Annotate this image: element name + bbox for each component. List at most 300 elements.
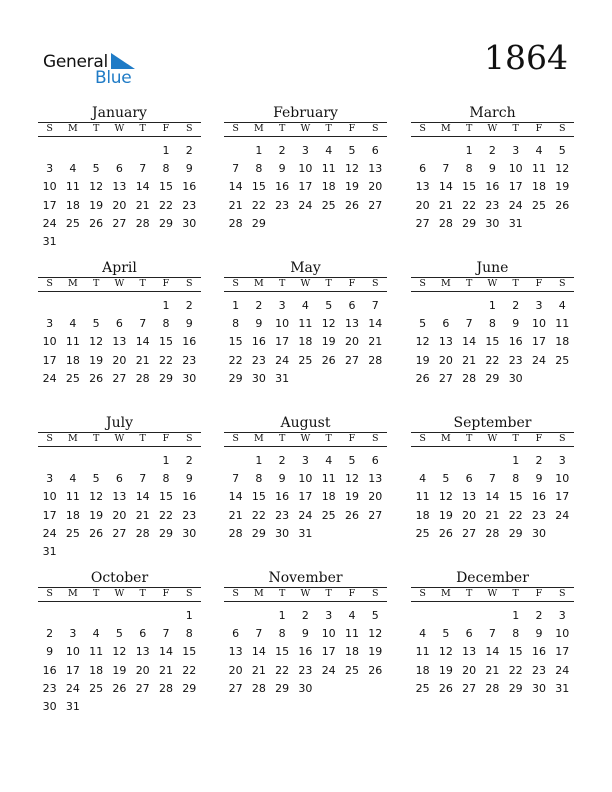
- day-cell: 23: [531, 663, 546, 677]
- day-cell: 13: [368, 472, 383, 486]
- day-cell: [411, 452, 434, 470]
- day-cell: 14: [135, 490, 150, 504]
- week-row: [38, 680, 201, 698]
- day-cell: 2: [488, 144, 496, 157]
- month-title: September: [453, 415, 532, 431]
- day-cell: [340, 370, 363, 388]
- day-cell: 20: [228, 663, 243, 677]
- week-row: [38, 662, 201, 680]
- day-cell: [551, 215, 574, 233]
- day-cell: 21: [228, 198, 243, 212]
- weekday-header: [224, 123, 387, 136]
- day-cell: 11: [415, 645, 430, 659]
- weekday-label: T: [465, 433, 473, 444]
- weekday-label: W: [487, 123, 498, 134]
- day-cell: 26: [89, 216, 104, 230]
- day-cell: 17: [298, 180, 313, 194]
- day-cell: 3: [46, 317, 54, 331]
- month-november: [224, 570, 387, 698]
- day-cell: 11: [321, 472, 336, 486]
- day-cell: [131, 297, 154, 315]
- weekday-label: W: [300, 123, 311, 134]
- day-cell: 1: [162, 454, 170, 467]
- weekday-label: T: [92, 433, 100, 444]
- day-cell: [85, 543, 108, 561]
- day-cell: 24: [298, 508, 313, 522]
- day-cell: 18: [321, 180, 336, 194]
- day-cell: 12: [438, 645, 453, 659]
- weekday-label: T: [92, 278, 100, 289]
- week-row: [38, 525, 201, 543]
- day-cell: 16: [275, 180, 290, 194]
- day-cell: [85, 142, 108, 160]
- day-cell: [131, 543, 154, 561]
- day-cell: 18: [321, 490, 336, 504]
- day-cell: 27: [112, 216, 127, 230]
- day-cell: 27: [368, 198, 383, 212]
- day-cell: 25: [65, 216, 80, 230]
- day-cell: [317, 370, 340, 388]
- weekday-label: W: [114, 123, 125, 134]
- day-cell: 28: [135, 216, 150, 230]
- day-cell: 18: [298, 335, 313, 349]
- day-cell: 11: [415, 490, 430, 504]
- day-cell: 29: [182, 681, 197, 695]
- week-row: [38, 233, 201, 251]
- weekday-label: S: [46, 588, 53, 599]
- weekday-divider: [38, 136, 201, 137]
- weekday-divider: [224, 446, 387, 447]
- day-cell: 30: [275, 526, 290, 540]
- day-cell: 22: [158, 198, 173, 212]
- day-cell: 2: [278, 454, 286, 467]
- weekday-label: S: [185, 278, 193, 289]
- day-cell: 1: [162, 299, 170, 312]
- day-cell: 9: [535, 627, 543, 641]
- day-cell: 17: [555, 490, 570, 504]
- week-row: [38, 142, 201, 160]
- day-cell: 6: [419, 162, 427, 176]
- day-cell: 7: [371, 299, 379, 312]
- month-july: [38, 415, 201, 561]
- week-row: [38, 215, 201, 233]
- day-cell: [131, 607, 154, 625]
- day-cell: [271, 215, 294, 233]
- day-cell: 8: [162, 317, 170, 331]
- day-cell: 15: [158, 335, 173, 349]
- day-cell: 13: [344, 317, 359, 331]
- week-row: [224, 160, 387, 178]
- day-cell: 30: [298, 681, 313, 695]
- day-cell: 15: [275, 645, 290, 659]
- week-row: [38, 197, 201, 215]
- weekday-label: T: [325, 588, 332, 599]
- day-cell: 23: [508, 353, 523, 367]
- day-cell: 29: [462, 216, 477, 230]
- day-cell: 22: [462, 198, 477, 212]
- day-cell: 20: [344, 335, 359, 349]
- day-cell: [61, 297, 84, 315]
- day-cell: [85, 297, 108, 315]
- day-cell: 22: [275, 663, 290, 677]
- day-cell: [294, 215, 317, 233]
- day-cell: 25: [298, 353, 313, 367]
- month-title: July: [105, 415, 133, 431]
- day-cell: 3: [301, 144, 309, 157]
- weekday-label: W: [114, 433, 125, 444]
- day-cell: 1: [512, 454, 520, 467]
- day-cell: 2: [185, 299, 193, 312]
- day-cell: 14: [251, 645, 266, 659]
- day-cell: 9: [535, 472, 543, 486]
- day-cell: 15: [462, 180, 477, 194]
- day-cell: 16: [485, 180, 500, 194]
- day-cell: 4: [348, 609, 356, 622]
- day-cell: 28: [228, 526, 243, 540]
- weekday-label: F: [348, 433, 356, 444]
- day-cell: 11: [344, 627, 359, 641]
- day-cell: 6: [371, 144, 379, 157]
- day-cell: 8: [488, 317, 496, 331]
- weekday-label: T: [465, 588, 473, 599]
- weekday-label: S: [558, 433, 566, 444]
- day-cell: 17: [42, 508, 57, 522]
- day-cell: [364, 215, 387, 233]
- day-cell: 30: [251, 371, 266, 385]
- day-cell: [61, 233, 84, 251]
- weekday-divider: [411, 601, 574, 602]
- day-cell: 22: [508, 508, 523, 522]
- day-cell: 7: [488, 472, 496, 486]
- weekday-label: M: [68, 433, 78, 444]
- weekday-label: T: [512, 433, 519, 444]
- day-cell: [551, 370, 574, 388]
- weekday-header: [38, 123, 201, 136]
- week-row: [411, 370, 574, 388]
- day-cell: 11: [65, 180, 80, 194]
- day-cell: 28: [485, 526, 500, 540]
- day-cell: 9: [185, 317, 193, 331]
- day-cell: 30: [531, 526, 546, 540]
- day-cell: 11: [531, 162, 546, 176]
- weekday-label: S: [232, 123, 239, 134]
- day-cell: 24: [298, 198, 313, 212]
- weekday-label: T: [465, 278, 473, 289]
- day-cell: 5: [92, 162, 100, 176]
- day-cell: 24: [42, 216, 57, 230]
- day-cell: 23: [42, 681, 57, 695]
- day-cell: 3: [301, 454, 309, 467]
- week-row: [38, 315, 201, 333]
- day-cell: 17: [321, 645, 336, 659]
- week-row: [411, 470, 574, 488]
- week-row: [38, 452, 201, 470]
- weekday-label: T: [325, 123, 332, 134]
- month-title: August: [280, 415, 331, 431]
- weekday-label: T: [512, 123, 519, 134]
- day-cell: 7: [488, 627, 496, 641]
- day-cell: 3: [325, 609, 333, 622]
- day-cell: 7: [139, 317, 147, 331]
- weekday-label: F: [162, 433, 170, 444]
- day-cell: [294, 370, 317, 388]
- day-cell: 21: [462, 353, 477, 367]
- day-cell: 22: [508, 663, 523, 677]
- day-cell: 1: [278, 609, 286, 622]
- week-row: [38, 333, 201, 351]
- day-cell: 14: [158, 645, 173, 659]
- day-cell: [434, 142, 457, 160]
- day-cell: 1: [185, 609, 193, 622]
- weekday-label: T: [465, 123, 473, 134]
- day-cell: 27: [135, 681, 150, 695]
- day-cell: 30: [182, 371, 197, 385]
- day-cell: [551, 525, 574, 543]
- weekday-label: S: [558, 123, 566, 134]
- week-row: [224, 315, 387, 333]
- week-row: [224, 370, 387, 388]
- day-cell: 29: [158, 526, 173, 540]
- week-row: [411, 142, 574, 160]
- day-cell: 15: [508, 490, 523, 504]
- week-row: [411, 315, 574, 333]
- day-cell: [224, 142, 247, 160]
- day-cell: 7: [442, 162, 450, 176]
- day-cell: [61, 607, 84, 625]
- day-cell: 5: [115, 627, 123, 641]
- day-cell: 18: [89, 663, 104, 677]
- day-cell: 8: [512, 472, 520, 486]
- weekday-label: F: [348, 588, 356, 599]
- week-row: [411, 215, 574, 233]
- day-cell: 27: [368, 508, 383, 522]
- day-cell: 9: [278, 162, 286, 176]
- day-cell: 21: [228, 508, 243, 522]
- day-cell: 20: [438, 353, 453, 367]
- day-cell: 18: [415, 508, 430, 522]
- weekday-label: F: [162, 278, 170, 289]
- day-cell: 12: [368, 627, 383, 641]
- weekday-label: S: [185, 123, 193, 134]
- weekday-label: S: [558, 278, 566, 289]
- logo-text-general: General: [43, 52, 108, 72]
- day-cell: 4: [419, 627, 427, 641]
- day-cell: 4: [535, 144, 543, 157]
- day-cell: 23: [182, 508, 197, 522]
- day-cell: 26: [438, 681, 453, 695]
- day-cell: 6: [371, 454, 379, 467]
- day-cell: 19: [368, 645, 383, 659]
- day-cell: 2: [278, 144, 286, 157]
- day-cell: 7: [255, 627, 263, 641]
- month-august: [224, 415, 387, 543]
- day-cell: 24: [42, 371, 57, 385]
- day-cell: 10: [508, 162, 523, 176]
- day-cell: 19: [555, 180, 570, 194]
- week-row: [38, 543, 201, 561]
- day-cell: 16: [182, 490, 197, 504]
- day-cell: 10: [42, 490, 57, 504]
- day-cell: 18: [344, 645, 359, 659]
- day-cell: 24: [275, 353, 290, 367]
- day-cell: 15: [158, 180, 173, 194]
- day-cell: 27: [344, 353, 359, 367]
- day-cell: [85, 698, 108, 716]
- day-cell: [108, 297, 131, 315]
- month-title: June: [476, 260, 509, 276]
- day-cell: [527, 215, 550, 233]
- day-cell: 15: [251, 180, 266, 194]
- weekday-label: S: [558, 588, 566, 599]
- day-cell: 30: [182, 216, 197, 230]
- day-cell: [411, 297, 434, 315]
- weekday-divider: [411, 291, 574, 292]
- day-cell: 31: [298, 526, 313, 540]
- weekday-label: W: [300, 278, 311, 289]
- weekday-divider: [411, 136, 574, 137]
- day-cell: 3: [558, 609, 566, 622]
- day-cell: 13: [135, 645, 150, 659]
- day-cell: 22: [251, 508, 266, 522]
- day-cell: 6: [442, 317, 450, 331]
- day-cell: 22: [182, 663, 197, 677]
- day-cell: 7: [139, 162, 147, 176]
- weekday-label: M: [441, 433, 451, 444]
- week-row: [38, 507, 201, 525]
- day-cell: 1: [512, 609, 520, 622]
- day-cell: 9: [301, 627, 309, 641]
- day-cell: 29: [275, 681, 290, 695]
- day-cell: 9: [278, 472, 286, 486]
- day-cell: 8: [185, 627, 193, 641]
- weekday-header: [38, 433, 201, 446]
- weekday-label: M: [441, 123, 451, 134]
- weekday-label: S: [232, 278, 239, 289]
- day-cell: 28: [135, 371, 150, 385]
- day-cell: 12: [89, 335, 104, 349]
- day-cell: 3: [278, 299, 286, 312]
- day-cell: 13: [368, 162, 383, 176]
- day-cell: 28: [438, 216, 453, 230]
- weekday-header: [411, 123, 574, 136]
- day-cell: 10: [555, 472, 570, 486]
- week-row: [38, 178, 201, 196]
- day-cell: 24: [555, 508, 570, 522]
- day-cell: [108, 142, 131, 160]
- day-cell: 13: [112, 490, 127, 504]
- day-cell: 2: [255, 299, 263, 312]
- day-cell: 10: [42, 180, 57, 194]
- day-cell: 5: [348, 144, 356, 157]
- day-cell: [85, 233, 108, 251]
- day-cell: 25: [415, 526, 430, 540]
- day-cell: 6: [115, 162, 123, 176]
- day-cell: 2: [512, 299, 520, 312]
- weekday-header: [411, 278, 574, 291]
- day-cell: 5: [325, 299, 333, 312]
- day-cell: 29: [158, 371, 173, 385]
- day-cell: 17: [42, 353, 57, 367]
- day-cell: 4: [69, 162, 77, 176]
- day-cell: [247, 607, 270, 625]
- day-cell: 31: [42, 234, 57, 248]
- day-cell: 26: [555, 198, 570, 212]
- day-cell: 14: [228, 490, 243, 504]
- weekday-label: W: [300, 433, 311, 444]
- day-cell: 16: [298, 645, 313, 659]
- day-cell: [317, 525, 340, 543]
- weekday-label: T: [139, 588, 146, 599]
- day-cell: 14: [228, 180, 243, 194]
- weekday-label: M: [254, 433, 264, 444]
- week-row: [38, 470, 201, 488]
- day-cell: 19: [438, 508, 453, 522]
- day-cell: 15: [485, 335, 500, 349]
- calendar-year: 1864: [484, 38, 568, 77]
- day-cell: [178, 543, 201, 561]
- day-cell: 20: [135, 663, 150, 677]
- weekday-label: T: [278, 588, 286, 599]
- weekday-label: F: [535, 588, 543, 599]
- day-cell: 23: [251, 353, 266, 367]
- day-cell: 13: [462, 645, 477, 659]
- weekday-label: M: [441, 588, 451, 599]
- day-cell: [61, 543, 84, 561]
- day-cell: 25: [415, 681, 430, 695]
- day-cell: [481, 607, 504, 625]
- day-cell: 6: [115, 317, 123, 331]
- day-cell: 13: [462, 490, 477, 504]
- day-cell: [131, 452, 154, 470]
- day-cell: 11: [555, 317, 570, 331]
- weekday-label: M: [68, 123, 78, 134]
- day-cell: 27: [112, 526, 127, 540]
- day-cell: 24: [42, 526, 57, 540]
- day-cell: 28: [158, 681, 173, 695]
- day-cell: 7: [465, 317, 473, 331]
- day-cell: 5: [348, 454, 356, 467]
- day-cell: 23: [182, 198, 197, 212]
- week-row: [411, 662, 574, 680]
- weekday-header: [38, 588, 201, 601]
- day-cell: [340, 215, 363, 233]
- day-cell: 3: [512, 144, 520, 157]
- weekday-label: T: [512, 278, 519, 289]
- day-cell: 29: [158, 216, 173, 230]
- day-cell: 19: [344, 490, 359, 504]
- day-cell: [317, 215, 340, 233]
- day-cell: 26: [112, 681, 127, 695]
- weekday-label: F: [535, 123, 543, 134]
- day-cell: 12: [112, 645, 127, 659]
- day-cell: 21: [438, 198, 453, 212]
- week-row: [224, 607, 387, 625]
- day-cell: 10: [321, 627, 336, 641]
- day-cell: 20: [368, 490, 383, 504]
- month-october: [38, 570, 201, 716]
- day-cell: 23: [298, 663, 313, 677]
- day-cell: 17: [65, 663, 80, 677]
- day-cell: 1: [255, 454, 263, 467]
- weekday-label: S: [185, 588, 193, 599]
- month-may: [224, 260, 387, 388]
- month-february: [224, 105, 387, 233]
- day-cell: [108, 452, 131, 470]
- month-title: May: [290, 260, 321, 276]
- day-cell: [434, 452, 457, 470]
- day-cell: 26: [415, 371, 430, 385]
- day-cell: 28: [485, 681, 500, 695]
